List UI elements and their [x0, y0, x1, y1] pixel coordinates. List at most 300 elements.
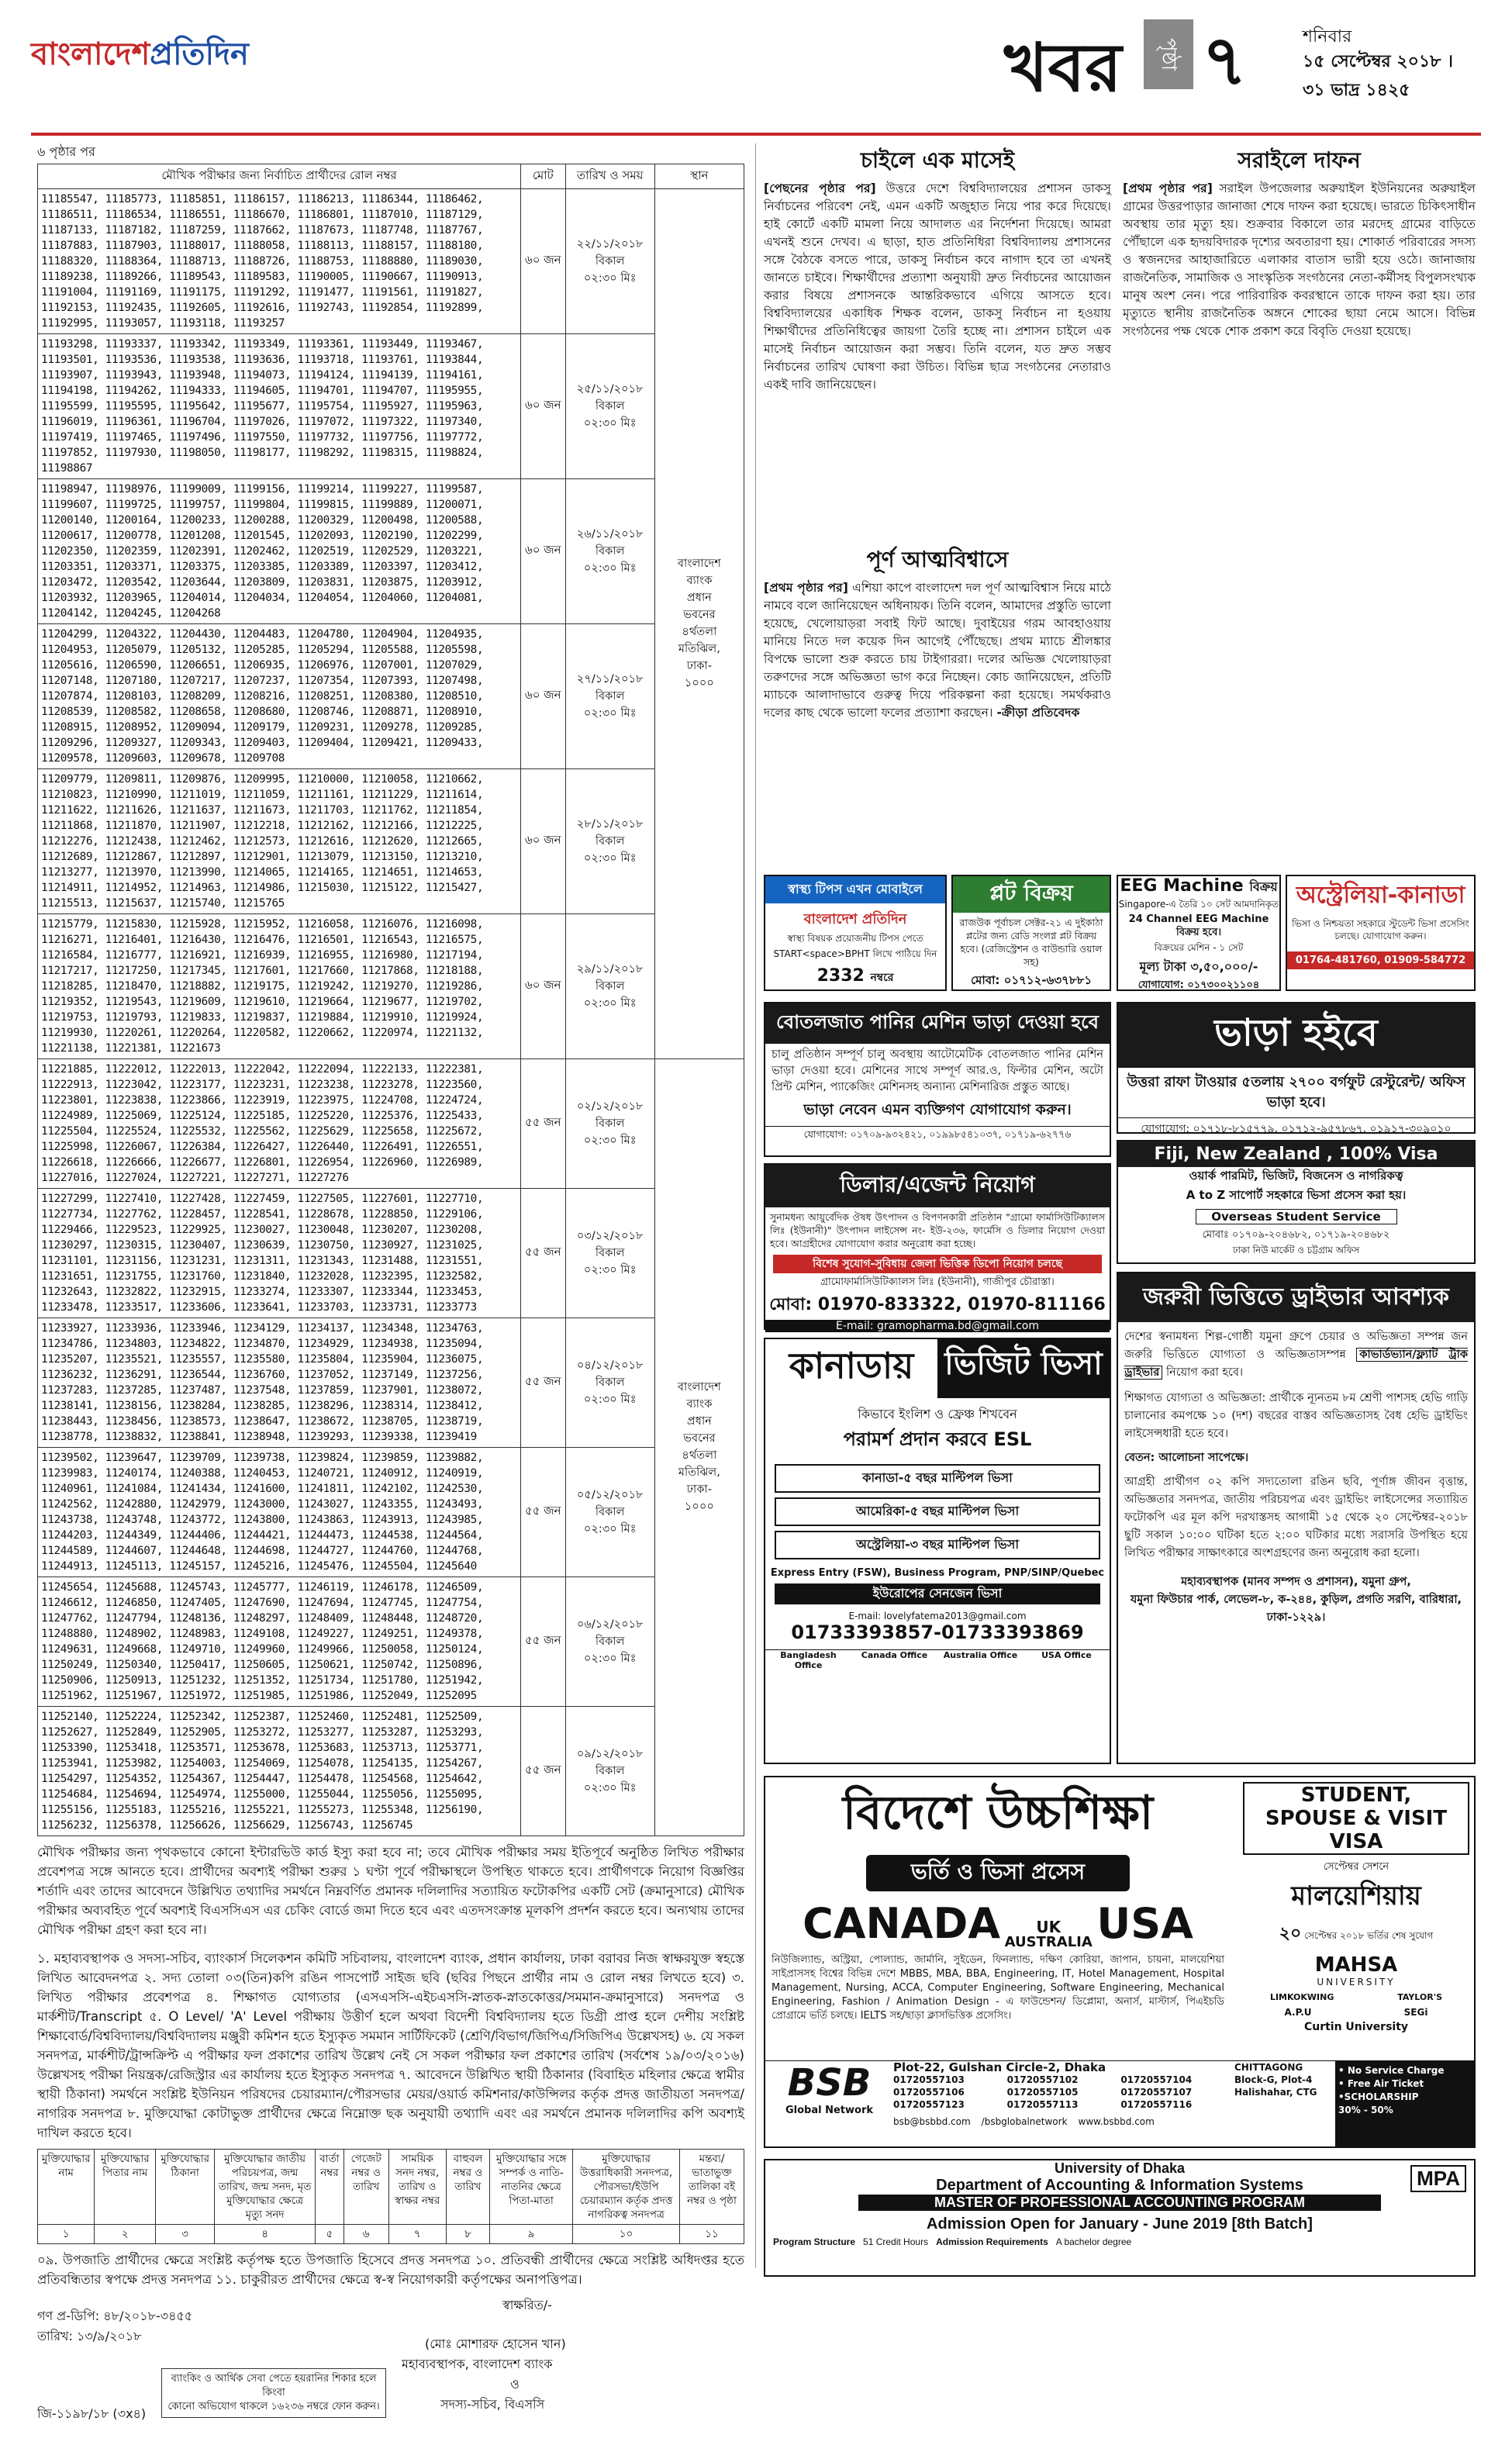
venue-line: ৪র্থতলা: [682, 625, 717, 639]
interview-date: ০৪/১২/২০১৮: [576, 1358, 644, 1372]
venue-line: বাংলাদেশ: [677, 1380, 721, 1394]
ad-driver-body1: দেশের স্বনামধন্য শিল্প-গোষ্ঠী যমুনা গ্রুপে চেয়ার ও অভিজ্ঞতা সম্পন্ন জন জরুরি ভিত্তিতে যোগ্যতা ও অভিজ্ঞতাসম্পন্ন: [1124, 1331, 1468, 1361]
ad-aus-body: ভিসা ও নিশ্চয়তা সহকারে স্টুডেন্ট ভিসা প্রসেসিং চলছে। যোগাযোগ করুন।: [1292, 918, 1469, 941]
ff-number-row: [38, 2224, 744, 2243]
masthead: [31, 0, 1481, 136]
ad-driver: [1117, 1272, 1476, 1764]
ad-eeg-phone: যোগাযোগ: ০১৭৩০০২১১০৪: [1137, 979, 1260, 991]
signature-block: [37, 2297, 744, 2452]
ad-health-code-suffix: নম্বরে: [870, 972, 894, 984]
ad-bsb-ph1: 01720557103: [893, 2074, 965, 2085]
interview-datetime: [565, 1059, 654, 1188]
page-number: ৭: [1202, 19, 1248, 102]
ad-canada-line1: কিভাবে ইংলিশ ও ফ্রেঞ্চ শিখবেন: [858, 1407, 1017, 1421]
ff-column-number: ১১: [679, 2224, 744, 2243]
venue-line: ভবনের: [683, 1431, 716, 1445]
ff-column-header: মুক্তিযোদ্ধার ঠিকানা: [156, 2149, 215, 2224]
roll-group-row: [38, 623, 744, 768]
column-divider: [755, 143, 756, 2268]
ad-water-phone: যোগাযোগ: ০১৭০৯-৯৩২৪২১, ০১৯৯৮৫৪১০৩৭, ০১৭১৯-৬২৭৭৬: [765, 1126, 1110, 1144]
news3-byline: -ক্রীড়া প্রতিবেদক: [996, 706, 1080, 720]
interview-time1: বিকাল: [595, 1634, 625, 1648]
venue-line: ব্যাংক: [686, 1397, 713, 1411]
interview-time1: বিকাল: [595, 544, 625, 558]
ad-bsb-deadline: সেপ্টেম্বর ২০১৮ ভর্তির শেষ সুযোগ: [1304, 1930, 1434, 1941]
ff-column-number: ৪: [215, 2224, 316, 2243]
candidate-count: ৬০ জন: [521, 333, 566, 478]
signer-title1: মহাব্যবস্থাপক, বাংলাদেশ ব্যাংক: [402, 2356, 553, 2371]
roll-numbers: 11227299, 11227410, 11227428, 11227459, 11227505, 11227601, 11227710, 11227734, 11227762, 11228457, 11228541, 11228678, 11228850, 11229106, 11229466, 11229523, 11229925, 11230027, 11230048, 11230207, 11230208, 11230297, 11230315, 11230407, 11230639, 11230750, 11230927, 11231025, 11231101, 11231156, 11231231, 11231311, 11231343, 11231488, 11231551, 11231651, 11231755, 11231760, 11231840, 11232028, 11232395, 11232582, 11232643, 11232822, 11232915, 11233274, 11233307, 11233344, 11233453, 11233478, 11233517, 11233606, 11233641, 11233703, 11233731, 11233773: [38, 1188, 521, 1318]
ad-fiji-phone: মোবাঃ ০১৭০৯-২০৪৬৮২, ০১৭১৯-২০৪৬৮২: [1202, 1229, 1390, 1241]
ff-column-header: মুক্তিযোদ্ধার জাতীয় পরিচয়পত্র, জন্ম তারিখ, জন্ম সনদ, মৃত মুক্তিযোদ্ধার ক্ষেত্রে মৃত্যু সনদ: [215, 2149, 316, 2224]
interview-time2: ০২:৩০ মিঃ: [583, 1521, 637, 1535]
ad-du-ps1: 51 Credit Hours: [863, 2236, 929, 2247]
roll-numbers: 11204299, 11204322, 11204430, 11204483, 11204780, 11204904, 11204935, 11204953, 11205079, 11205132, 11205285, 11205294, 11205588, 11205598, 11205616, 11206590, 11206651, 11206935, 11206976, 11207001, 11207029, 11207148, 11207180, 11207217, 11207237, 11207354, 11207393, 11207498, 11207874, 11208103, 11208209, 11208216, 11208251, 11208380, 11208510, 11208539, 11208582, 11208658, 11208680, 11208746, 11208871, 11208910, 11208915, 11208952, 11209094, 11209179, 11209231, 11209278, 11209285, 11209296, 11209327, 11209343, 11209403, 11209404, 11209421, 11209433, 11209578, 11209603, 11209678, 11209708: [38, 623, 521, 768]
ad-canada-europe: ইউরোপের সেনজেন ভিসা: [775, 1583, 1100, 1604]
news2-text: সরাইল উপজেলার অরুয়াইল ইউনিয়নের অরুয়াইল গ্রামের উত্তরপাড়ার জানাজা শেষে দাফন করা হয়েছে। ভারতে চিকিৎসাধীন অবস্থায় তার মৃত্যু হয়। শুক্রবার বিকালে তার মরদেহ গ্রামের বাড়িতে পৌঁছালে এক হৃদয়বিদারক দৃশ্যের অবতারণা হয়। শোকার্ত পরিবারের সদস্য ও স্বজনদের আহাজারিতে এলাকার বাতাস ভারী হয়ে ওঠে। জানাজায় রাজনৈতিক, সামাজিক ও সাংস্কৃতিক সংগঠনের নেতা-কর্মীসহ বিপুলসংখ্যক মানুষ অংশ নেন। পরে পারিবারিক কবরস্থানে তাকে দাফন করা হয়। তার মৃত্যুতে স্থানীয় রাজনৈতিক অঙ্গনে শোকের ছায়া নেমে আসে। বিভিন্ন সংগঠনের পক্ষ থেকে শোক প্রকাশ করে বিবৃতি দেওয়া হয়েছে।: [1123, 181, 1476, 338]
ad-fiji-line2: A to Z সাপোর্ট সহকারে ভিসা প্রসেস করা হয়।: [1186, 1188, 1407, 1202]
ad-dealer-company: গ্রামোফার্মাসিউটিক্যালস লিঃ (ইউনানী), গাজীপুর চৌরাস্তা।: [820, 1276, 1055, 1288]
ad-bsb-mahsa1: MAHSA: [1314, 1953, 1398, 1977]
roll-group-row: [38, 1577, 744, 1706]
ad-du-prog: MASTER OF PROFESSIONAL ACCOUNTING PROGRAM: [858, 2195, 1381, 2211]
signer-and: ও: [510, 2376, 520, 2392]
interview-datetime: [565, 1318, 654, 1447]
ad-bsb-sch: •SCHOLARSHIP: [1338, 2091, 1419, 2102]
roll-group-row: [38, 768, 744, 913]
ad-driver-dept: মহাব্যবস্থাপক (মানব সম্পদ ও প্রশাসন), যমুনা গ্রুপ,: [1181, 1576, 1411, 1588]
interview-datetime: [565, 623, 654, 768]
ad-canada-box2: আমেরিকা-৫ বছর মাল্টিপল ভিসা: [775, 1497, 1100, 1526]
ad-driver-address: যমুনা ফিউচার পার্ক, লেভেল-৮, ক-২৪৪, কুড়িল, প্রগতি সরণি, বারিধারা, ঢাকা-১২২৯।: [1130, 1594, 1462, 1624]
ad-rent: [1117, 1002, 1476, 1134]
interview-date: ২৭/১১/২০১৮: [576, 672, 644, 686]
ad-bsb-logo: BSB: [787, 2061, 872, 2105]
issue-day: শনিবার: [1303, 27, 1352, 47]
roll-group-row: [38, 478, 744, 623]
ad-canada-office1: Bangladesh Office: [780, 1650, 837, 1670]
venue-line: বাংলাদেশ: [677, 557, 721, 571]
ff-column-number: ৬: [343, 2224, 388, 2243]
candidate-count: ৬০ জন: [521, 913, 566, 1059]
ad-health-title: স্বাস্থ্য টিপস এখন মোবাইলে: [765, 876, 945, 903]
ad-rent-phone: যোগাযোগ: ০১৭১৮-৮১৫৭৭৯, ০১৭১২-৯৫৭৮৬৭, ০১৯১৭-৩০৯০১০: [1118, 1117, 1474, 1138]
ad-bsb-c3: AUSTRALIA: [1004, 1933, 1093, 1950]
ad-du-admission: Admission Open for January - June 2019 [8th Batch]: [927, 2215, 1313, 2233]
ad-eeg-line2: 24 Channel EEG Machine বিক্রয় হবে।: [1128, 913, 1269, 938]
interview-time1: বিকাল: [595, 1504, 625, 1518]
page-label-box: [1144, 19, 1193, 89]
ad-bsb-ph9: 01720557116: [1120, 2099, 1193, 2110]
ad-health-tips: [764, 875, 947, 991]
candidate-count: ৫৫ জন: [521, 1059, 566, 1188]
ff-column-number: ১: [38, 2224, 95, 2243]
ad-eeg-line3: বিক্রয়ের মেশিন - ১ সেট: [1154, 942, 1244, 953]
ad-bsb-uni2: TAYLOR'S: [1397, 1992, 1443, 2002]
ad-fiji-title: Fiji, New Zealand , 100% Visa: [1118, 1141, 1474, 1167]
news-article-1: [764, 143, 1111, 535]
brand-part1: বাংলাদেশ: [31, 36, 150, 72]
ad-rent-title: ভাড়া হইবে: [1118, 1003, 1474, 1068]
signer-title2: সদস্য-সচিব, বিএসসি: [440, 2396, 545, 2412]
ad-aus-title: অস্ট্রেলিয়া-কানাডা: [1296, 882, 1465, 909]
ad-eeg-machine: [1117, 875, 1281, 991]
ad-bsb-ph8: 01720557113: [1006, 2099, 1079, 2110]
news2-title: সরাইলে দাফন: [1238, 147, 1361, 173]
ff-column-number: ২: [95, 2224, 156, 2243]
ad-driver-req: শিক্ষাগত যোগ্যতা ও অভিজ্ঞতা: প্রার্থীকে ন্যূনতম ৮ম শ্রেণী পাশসহ হেভি গাড়ি চালানোর কমপক্ষে ১০ (দশ) বছরের বাস্তব অভিজ্ঞতাসহ বৈধ হেভি ড্রাইভিং লাইসেন্সধারী হতে হবে।: [1124, 1392, 1468, 1440]
interview-datetime: [565, 188, 654, 333]
news2-body: [1123, 180, 1476, 340]
interview-date: ০৫/১২/২০১৮: [576, 1487, 644, 1501]
page-label: পৃষ্ঠা: [1157, 37, 1180, 71]
interview-datetime: [565, 1447, 654, 1577]
ad-bsb-mahsa2: UNIVERSITY: [1317, 1977, 1396, 1988]
interview-date: ০৬/১২/২০১৮: [576, 1617, 644, 1631]
candidate-count: ৫৫ জন: [521, 1577, 566, 1706]
interview-time2: ০২:৩০ মিঃ: [583, 851, 637, 865]
ad-health-line: স্বাস্থ্য বিষয়ক প্রয়োজনীয় টিপস পেতে: [787, 933, 923, 944]
instruction-para: মৌখিক পরীক্ষার জন্য পৃথকভাবে কোনো ইন্টারভিউ কার্ড ইস্যু করা হবে না; তবে মৌখিক পরীক্ষার সময় ইতিপূর্বে অনুষ্ঠিত লিখিত পরীক্ষার প্রবেশপত্র সঙ্গে আনতে হবে। প্রার্থীদের অবশ্যই পরীক্ষা শুরুর ১ ঘণ্টা পূর্বে পরীক্ষাস্থলে উপস্থিত থাকতে হবে। প্রার্থীগণকে নিয়োগ বিজ্ঞপ্তির শর্তাদি এবং তাদের আবেদনে উল্লিখিত তথ্যাদির সমর্থনে নিম্নবর্ণিত প্রমানক দলিলাদির সত্যায়িত ফটোকপির একটি সেট (ক্রমানুসারে) মৌখিক পরীক্ষার অব্যবহিত পূর্বে অবশ্যই বিএসসিএস এর চেকিং বোর্ডে জমা দিতে হবে এবং এতদসংক্রান্ত মূলকপি প্রদর্শন করতে হবে। অন্যথায় তাদের মৌখিক পরীক্ষা গ্রহণ করা হবে না।: [37, 1844, 744, 1937]
ref-number: গণ প্র-ডিপি: ৪৮/২০১৮-৩৪৫৫: [37, 2308, 193, 2323]
ad-bsb-ctg: CHITTAGONG: [1234, 2062, 1303, 2073]
ad-bsb-ph7: 01720557123: [893, 2099, 965, 2110]
news1-body: [764, 180, 1111, 394]
roll-group-row: [38, 1188, 744, 1318]
interview-time1: বিকাল: [595, 1375, 625, 1389]
header-datetime: তারিখ ও সময়: [565, 164, 654, 188]
ref-date: তারিখ: ১৩/৯/২০১৮: [37, 2328, 142, 2343]
candidate-count: ৬০ জন: [521, 768, 566, 913]
header-venue: স্থান: [654, 164, 744, 188]
interview-time1: বিকাল: [595, 1116, 625, 1130]
ad-bsb-ph2: 01720557102: [1006, 2074, 1079, 2085]
interview-time2: ০২:৩০ মিঃ: [583, 271, 637, 285]
brand-part2: প্রতিদিন: [150, 36, 249, 72]
venue-line: ১০০০: [684, 1500, 714, 1514]
ad-canada-visa: [764, 1338, 1111, 1764]
ad-bsb-c2: UK: [1036, 1917, 1062, 1936]
ad-bsb-uni3: A.P.U: [1284, 2007, 1312, 2018]
interview-datetime: [565, 1577, 654, 1706]
interview-date: ২৫/১১/২০১৮: [576, 382, 644, 395]
candidate-count: ৫৫ জন: [521, 1706, 566, 1836]
ad-canada-office4: USA Office: [1041, 1650, 1092, 1660]
roll-numbers: 11252140, 11252224, 11252342, 11252387, 11252460, 11252481, 11252509, 11252627, 11252849, 11252905, 11253272, 11253277, 11253287, 11253293, 11253390, 11253418, 11253571, 11253678, 11253683, 11253713, 11253771, 11253941, 11253982, 11254003, 11254069, 11254078, 11254135, 11254267, 11254297, 11254352, 11254367, 11254447, 11254478, 11254568, 11254642, 11254684, 11254694, 11254974, 11255000, 11255044, 11255056, 11255095, 11255156, 11255183, 11255216, 11255221, 11255273, 11255348, 11256190, 11256232, 11256378, 11256626, 11256629, 11256743, 11256745: [38, 1706, 521, 1836]
interview-datetime: [565, 333, 654, 478]
interview-time1: বিকাল: [595, 979, 625, 993]
ff-header-row: [38, 2149, 744, 2224]
complaint-line1: ব্যাংকিং ও আর্থিক সেবা পেতে হয়রানির শিকার হলে কিংবা: [171, 2372, 377, 2398]
ad-bsb-deadline-day: ২০: [1279, 1924, 1302, 1943]
interview-time1: বিকাল: [595, 399, 625, 413]
news3-lead: [প্রথম পৃষ্ঠার পর]: [764, 581, 848, 595]
ad-bsb-sch2: 30% - 50%: [1338, 2105, 1393, 2115]
roll-group-row: [38, 1706, 744, 1836]
interview-datetime: [565, 1188, 654, 1318]
header-total: মোট: [521, 164, 566, 188]
ad-plot-title: প্লট বিক্রয়: [953, 876, 1110, 913]
ad-du-ar1: A bachelor degree: [1055, 2236, 1132, 2247]
ad-driver-salary: বেতন: আলোচনা সাপেক্ষে।: [1124, 1452, 1249, 1464]
complaint-box: [161, 2368, 386, 2418]
ad-du-univ: University of Dhaka: [1054, 2160, 1186, 2176]
roll-numbers: 11209779, 11209811, 11209876, 11209995, 11210000, 11210058, 11210662, 11210823, 11210990, 11211019, 11211059, 11211161, 11211229, 11211614, 11211622, 11211626, 11211637, 11211673, 11211703, 11211762, 11211854, 11211868, 11211870, 11211907, 11212218, 11212162, 11212166, 11212225, 11212276, 11212438, 11212462, 11212573, 11212616, 11212620, 11212665, 11212689, 11212867, 11212897, 11212901, 11213079, 11213150, 11213210, 11213277, 11213970, 11213990, 11214065, 11214165, 11214651, 11214653, 11214911, 11214952, 11214963, 11214986, 11215030, 11215122, 11215427, 11215513, 11215637, 11215740, 11215765: [38, 768, 521, 913]
venue-line: ঢাকা-: [686, 1483, 712, 1497]
interview-time2: ০২:৩০ মিঃ: [583, 996, 637, 1010]
signer-name: (মোঃ মোশারফ হোসেন খান): [425, 2336, 566, 2351]
ad-canada-title2: ভিজিট ভিসা: [937, 1339, 1110, 1398]
ad-plot-sale: [951, 875, 1111, 991]
interview-time2: ০২:৩০ মিঃ: [583, 1392, 637, 1406]
ad-bsb-session: সেপ্টেম্বর সেশনে: [1323, 1861, 1389, 1873]
ff-column-header: মুক্তিযোদ্ধার সঙ্গে সম্পর্ক ও নাতি-নাতনির ক্ষেত্রে পিতা-মাতা: [490, 2149, 573, 2224]
candidate-count: ৬০ জন: [521, 623, 566, 768]
interview-time2: ০২:৩০ মিঃ: [583, 1651, 637, 1665]
ad-bsb-ph5: 01720557105: [1006, 2087, 1079, 2098]
interview-time1: বিকাল: [595, 1245, 625, 1259]
interview-date: ০৩/১২/২০১৮: [576, 1228, 644, 1242]
ad-bsb-fb: /bsbglobalnetwork: [981, 2116, 1068, 2127]
roll-numbers: 11221885, 11222012, 11222013, 11222042, 11222094, 11222133, 11222381, 11222913, 11223042, 11223177, 11223231, 11223238, 11223278, 11223560, 11223801, 11223838, 11223866, 11223919, 11223975, 11224708, 11224724, 11224989, 11225069, 11225124, 11225185, 11225220, 11225376, 11225433, 11225504, 11225524, 11225532, 11225562, 11225629, 11225658, 11225672, 11225998, 11226067, 11226384, 11226427, 11226440, 11226491, 11226551, 11226618, 11226666, 11226677, 11226801, 11226954, 11226960, 11226989, 11227016, 11227024, 11227221, 11227271, 11227276: [38, 1059, 521, 1188]
ad-du-ar-head: Admission Requirements: [936, 2236, 1048, 2247]
header-roll: মৌখিক পরীক্ষার জন্য নির্বাচিত প্রার্থীদের রোল নম্বর: [38, 164, 521, 188]
ad-bsb-ph3: 01720557104: [1120, 2074, 1193, 2085]
ad-bsb-ph6: 01720557107: [1120, 2087, 1193, 2098]
candidate-count: ৫৫ জন: [521, 1318, 566, 1447]
ad-canada-office3: Australia Office: [943, 1650, 1018, 1660]
ff-column-header: মুক্তিযোদ্ধার নাম: [38, 2149, 95, 2224]
ad-driver-title: জরুরী ভিত্তিতে ড্রাইভার আবশ্যক: [1118, 1273, 1474, 1322]
interview-datetime: [565, 478, 654, 623]
ad-bsb-ph4: 01720557106: [893, 2087, 965, 2098]
ad-bsb-higher-study: [764, 1776, 1476, 2148]
ad-health-sms: START<space>BPHT লিখে পাঠিয়ে দিন: [773, 948, 937, 959]
ad-canada-line2: পরামর্শ প্রদান করবে ESL: [843, 1428, 1032, 1450]
ff-column-header: গেজেট নম্বর ও তারিখ: [343, 2149, 388, 2224]
venue-line: ১০০০: [684, 676, 714, 690]
ad-health-brand: বাংলাদেশ প্রতিদিন: [803, 911, 907, 927]
venue-cell: [654, 1059, 744, 1836]
ad-health-code: 2332: [816, 966, 865, 986]
venue-line: ঢাকা-: [686, 659, 712, 673]
ref-code: জি-১১৯৮/১৮ (৩x৪): [37, 2405, 147, 2421]
venue-line: প্রধান: [686, 1414, 712, 1428]
ad-australia-canada: [1286, 875, 1476, 991]
news1-title: চাইলে এক মাসেই: [860, 147, 1015, 173]
document-list-cont: ০৯. উপজাতি প্রার্থীদের ক্ষেত্রে সংশ্লিষ্ট কর্তৃপক্ষ হতে উপজাতি হিসেবে প্রদত্ত সনদপত্র ১০. প্রতিবন্ধী প্রার্থীদের ক্ষেত্রে সংশ্লিষ্ট অধিদপ্তর হতে প্রতিবন্ধিতার স্বপক্ষে প্রদত্ত সনদপত্র ১১. চাকুরীরত প্রার্থীদের ক্ষেত্রে স্ব-স্ব নিয়োগকারী কর্তৃপক্ষের অনাপত্তিপত্র।: [37, 2252, 744, 2287]
ad-rent-body: উত্তরা রাফা টাওয়ার ৫তলায় ২৭০০ বর্গফুট রেস্টুরেন্ট/ অফিস ভাড়া হবে।: [1127, 1074, 1465, 1110]
ad-bsb-right2: SPOUSE & VISIT: [1265, 1807, 1448, 1830]
roll-numbers: 11239502, 11239647, 11239709, 11239738, 11239824, 11239859, 11239882, 11239983, 11240174, 11240388, 11240453, 11240721, 11240912, 11240919, 11240961, 11241084, 11241434, 11241600, 11241811, 11242102, 11242530, 11242562, 11242880, 11242979, 11243000, 11243027, 11243355, 11243493, 11243738, 11243748, 11243772, 11243800, 11243863, 11243913, 11243985, 11244203, 11244349, 11244406, 11244421, 11244473, 11244538, 11244564, 11244589, 11244607, 11244648, 11244698, 11244727, 11244760, 11244768, 11244913, 11245113, 11245157, 11245216, 11245476, 11245504, 11245640: [38, 1447, 521, 1577]
interview-time1: বিকাল: [595, 834, 625, 848]
continued-label: ৬ পৃষ্ঠার পর: [37, 144, 95, 159]
ad-driver-body3: নিয়োগ করা হবে।: [1165, 1366, 1244, 1379]
ad-bsb-sub: ভর্তি ও ভিসা প্রসেস: [866, 1855, 1130, 1891]
ad-bsb-global: Global Network: [785, 2105, 874, 2116]
ad-bsb-title: বিদেশে উচ্চশিক্ষা: [842, 1786, 1154, 1840]
candidate-count: ৬০ জন: [521, 478, 566, 623]
venue-line: মতিঝিল,: [678, 1466, 720, 1480]
news2-lead: [প্রথম পৃষ্ঠার পর]: [1123, 181, 1213, 195]
ad-water-cta: ভাড়া নেবেন এমন ব্যক্তিগণ যোগাযোগ করুন।: [803, 1101, 1072, 1118]
roll-numbers: 11185547, 11185773, 11185851, 11186157, 11186213, 11186344, 11186462, 11186511, 11186534, 11186551, 11186670, 11186801, 11187010, 11187129, 11187133, 11187182, 11187259, 11187662, 11187673, 11187748, 11187767, 11187883, 11187903, 11188017, 11188058, 11188113, 11188157, 11188180, 11188320, 11188364, 11188713, 11188726, 11188753, 11188880, 11189030, 11189238, 11189266, 11189543, 11189583, 11190005, 11190667, 11190913, 11191004, 11191169, 11191175, 11191292, 11191477, 11191561, 11191827, 11192153, 11192435, 11192605, 11192616, 11192743, 11192854, 11192899, 11192995, 11193057, 11193118, 11193257: [38, 188, 521, 333]
ff-column-number: ১০: [573, 2224, 680, 2243]
ad-bsb-right3: VISA: [1329, 1830, 1383, 1853]
ad-bsb-web: www.bsbbd.com: [1078, 2116, 1155, 2127]
roll-group-row: [38, 188, 744, 333]
interview-time2: ০২:৩০ মিঃ: [583, 1780, 637, 1794]
ad-eeg-price: মূল্য টাকা ৩,৫০,০০০/-: [1139, 959, 1258, 974]
ad-du-ps-head: Program Structure: [773, 2236, 856, 2247]
roll-numbers: 11198947, 11198976, 11199009, 11199156, 11199214, 11199227, 11199587, 11199607, 11199725, 11199757, 11199804, 11199815, 11199889, 11200071, 11200140, 11200164, 11200233, 11200288, 11200329, 11200498, 11200588, 11200617, 11200778, 11201208, 11201545, 11202093, 11202190, 11202299, 11202350, 11202359, 11202391, 11202462, 11202519, 11202529, 11203221, 11203351, 11203371, 11203375, 11203385, 11203389, 11203397, 11203412, 11203472, 11203542, 11203644, 11203809, 11203831, 11203875, 11203912, 11203932, 11203965, 11204014, 11204034, 11204054, 11204060, 11204081, 11204142, 11204245, 11204268: [38, 478, 521, 623]
ad-canada-box1: কানাডা-৫ বছর মাল্টিপল ভিসা: [775, 1464, 1100, 1493]
ff-column-header: মন্তব্য/ ভাতাভুক্ত তালিকা বই নম্বর ও পৃষ্ঠা: [679, 2149, 744, 2224]
venue-line: প্রধান: [686, 591, 712, 605]
news-article-3: [764, 543, 1111, 865]
ad-canada-box3: অস্ট্রেলিয়া-৩ বছর মাল্টিপল ভিসা: [775, 1531, 1100, 1559]
ad-water-machine: [764, 1002, 1111, 1157]
ad-eeg-title-suffix: বিক্রয়: [1249, 879, 1278, 894]
interview-datetime: [565, 913, 654, 1059]
roll-group-row: [38, 1059, 744, 1188]
candidate-count: ৫৫ জন: [521, 1188, 566, 1318]
ad-aus-phone: 01764-481760, 01909-584772: [1287, 951, 1474, 969]
ad-canada-express: Express Entry (FSW), Business Program, PNP/SINP/Quebec: [770, 1567, 1105, 1579]
ad-bsb-email: bsb@bsbbd.com: [893, 2116, 971, 2127]
roll-numbers: 11215779, 11215830, 11215928, 11215952, 11216058, 11216076, 11216098, 11216271, 11216401, 11216430, 11216476, 11216501, 11216543, 11216575, 11216584, 11216777, 11216921, 11216939, 11216955, 11216980, 11217194, 11217217, 11217250, 11217345, 11217601, 11217660, 11217868, 11218188, 11218285, 11218470, 11218882, 11219175, 11219242, 11219270, 11219286, 11219352, 11219543, 11219609, 11219610, 11219664, 11219677, 11219702, 11219753, 11219793, 11219833, 11219837, 11219884, 11219910, 11219924, 11219930, 11220261, 11220264, 11220582, 11220662, 11220974, 11221132, 11221138, 11221381, 11221673: [38, 913, 521, 1059]
ad-dealer: [764, 1163, 1111, 1330]
ff-column-header: মুক্তিযোদ্ধার উত্তরাধিকারী সনদপত্র, পৌরসভা/ইউপি চেয়ারম্যান কর্তৃক প্রদত্ত নাগরিকত্ব সনদপত্র: [573, 2149, 680, 2224]
ad-dealer-highlight: বিশেষ সুযোগ-সুবিধায় জেলা ভিত্তিক ডিপো নিয়োগ চলছে: [773, 1255, 1102, 1273]
news3-text: এশিয়া কাপে বাংলাদেশ দল পূর্ণ আত্মবিশ্বাস নিয়ে মাঠে নামবে বলে জানিয়েছেন অধিনায়ক। তিনি বলেন, আমাদের প্রস্তুতি ভালো হয়েছে, খেলোয়াড়রা সবাই ফিট আছে। দুবাইয়ের গরম আবহাওয়ায় মানিয়ে নিতে দল কয়েক দিন আগেই পৌঁছেছে। প্রথম ম্যাচে শ্রীলঙ্কার বিপক্ষে ভালো শুরু করতে চায় টাইগাররা। দলের অভিজ্ঞ খেলোয়াড়রা তরুণদের সঙ্গে অভিজ্ঞতা ভাগ করে নিচ্ছেন। কোচ জানিয়েছেন, প্রতিটি ম্যাচকে আলাদাভাবে গুরুত্ব দিয়ে পরিকল্পনা করা হয়েছে। সমর্থকরাও দলের কাছ থেকে ভালো ফলের প্রত্যাশা করছেন।: [764, 581, 1111, 720]
ad-bsb-malay: মালয়েশিয়ায়: [1291, 1880, 1421, 1912]
interview-date: ২২/১১/২০১৮: [576, 237, 644, 250]
news3-title: পূর্ণ আত্মবিশ্বাসে: [866, 547, 1009, 572]
interview-time2: ০২:৩০ মিঃ: [583, 1262, 637, 1276]
roll-numbers: 11193298, 11193337, 11193342, 11193349, 11193361, 11193449, 11193467, 11193501, 11193536, 11193538, 11193636, 11193718, 11193761, 11193844, 11193907, 11193943, 11193948, 11194073, 11194124, 11194139, 11194161, 11194198, 11194262, 11194333, 11194605, 11194701, 11194707, 11195955, 11195599, 11195595, 11195642, 11195677, 11195754, 11195927, 11195963, 11196019, 11196361, 11196704, 11197026, 11197072, 11197322, 11197340, 11197419, 11197465, 11197496, 11197550, 11197732, 11197756, 11197772, 11197852, 11197930, 11198050, 11198177, 11198292, 11198315, 11198824, 11198867: [38, 333, 521, 478]
document-list: ১. মহাব্যবস্থাপক ও সদস্য-সচিব, ব্যাংকার্স সিলেকশন কমিটি সচিবালয়, বাংলাদেশ ব্যাংক, প্রধান কার্যালয়, ঢাকা বরাবর নিজ স্বাক্ষরযুক্ত স্বহস্তে লিখিত আবেদনপত্র ২. সদ্য তোলা ০৩(তিন)কপি রঙিন পাসপোর্ট সাইজ ছবি (ছবির পিছনে প্রার্থীর নাম ও রোল নম্বর লিখতে হবে) ৩. লিখিত পরীক্ষার প্রবেশপত্র ৪. শিক্ষাগত যোগ্যতার (এসএসসি-এইচএসসি-স্নাতক-স্নাতকোত্তর/সমমান-ক্রমানুসারে) সনদপত্র ও মার্কশীট/Transcript ৫. O Level/ 'A' Level পরীক্ষায় উত্তীর্ণ হলে অথবা বিদেশী বিশ্ববিদ্যালয় হতে ডিগ্রী প্রাপ্ত হলে দেশীয় সংশ্লিষ্ট শিক্ষাবোর্ড/বিশ্ববিদ্যালয়/বিশ্ববিদ্যালয় মঞ্জুরী কমিশন হতে ইস্যুকৃত সমমান সার্টিফিকেট (শ্রেণি/বিভাগ/জিপিএ/সিজিপিএ উল্লেখসহ) ৬. যে সকল সনদপত্র, মার্কশীট/ট্রান্সক্রিপ্ট এ পরীক্ষার ফল প্রকাশের তারিখ উল্লেখ নেই সে সকল পরীক্ষার ফল প্রকাশের তারিখ (সর্বশেষ ১৯/০৩/২০১৬) উল্লেখসহ পরীক্ষা নিয়ন্ত্রক/রেজিস্ট্রার এর কার্যালয় হতে ইস্যুকৃত সনদপত্র ৭. আবেদনে উল্লিখিত স্থায়ী ঠিকানার (বিবাহিত মহিলার ক্ষেত্রে স্বামীর স্থায়ী ঠিকানা) সমর্থনে সংশ্লিষ্ট ইউনিয়ন পরিষদের চেয়ারম্যান/পৌরসভার মেয়র/ওয়ার্ড কমিশনার/কাউন্সিলর কর্তৃক প্রদত্ত জাতীয়তা সনদপত্র/নাগরিক সনদপত্র ৮. মুক্তিযোদ্ধা কোটাভুক্ত প্রার্থীদের ক্ষেত্রে নিম্নোক্ত ছক অনুযায়ী তথ্যাদি এবং এর সমর্থনে প্রমানক দলিলাদির কপি অবশ্যই দাখিল করতে হবে।: [37, 1950, 744, 2140]
ad-bsb-fair: • Free Air Ticket: [1338, 2078, 1424, 2089]
interview-time1: বিকাল: [595, 1763, 625, 1777]
ad-canada-email: E-mail: lovelyfatema2013@gmail.com: [848, 1611, 1027, 1621]
roll-group-row: [38, 1447, 744, 1577]
interview-date: ২৬/১১/২০১৮: [576, 527, 644, 540]
ad-dealer-phone: মোবা: 01970-833322, 01970-811166: [769, 1295, 1106, 1314]
ad-du-mpa: [764, 2159, 1476, 2277]
ad-eeg-line1: Singapore-এ তৈরি ১০ সেট আমদানিকৃত: [1118, 899, 1279, 910]
freedom-fighter-table: [37, 2149, 744, 2244]
candidate-count: ৬০ জন: [521, 188, 566, 333]
news1-text: উত্তরে দেশে বিশ্ববিদ্যালয়ের প্রশাসন ডাকসু নির্বাচনের পরিবেশ নেই, এমন একটি অজুহাত নিয়ে পার করে দিয়েছে। হাই কোর্টে একটি মামলা নিয়ে আদালত এর নির্দেশনা দিয়েছে। আমরা এখনই শুনে দেখব। এ ছাড়া, হাত প্রতিনিধিরা বিশ্ববিদ্যালয় প্রশাসনের সঙ্গে বৈঠকে বসতে পারে, ডাকসু নির্বাচন কবে নাগাদ হবে তা এখনই জানতে চাইবে। শিক্ষার্থীদের প্রত্যাশা অনুযায়ী দ্রুত নির্বাচনের আয়োজন করার বিষয়ে প্রশাসনকে আন্তরিকভাবে এগিয়ে আসতে হবে। বিশ্ববিদ্যালয়ের একাধিক শিক্ষক বলেন, ডাকসু নির্বাচন না হওয়ায় শিক্ষার্থীদের প্রতিনিধিত্বের জায়গা তৈরি হচ্ছে না। প্রশাসন চাইলে এক মাসেই নির্বাচন আয়োজন করা সম্ভব। তিনি বলেন, যত দ্রুত সম্ভব নির্বাচনের তারিখ ঘোষণা করা উচিত। বিভিন্ন ছাত্র সংগঠনের নেতারাও একই দাবি জানিয়েছেন।: [764, 181, 1111, 392]
ff-column-header: বাহুবল নম্বর ও তারিখ: [446, 2149, 489, 2224]
interview-datetime: [565, 1706, 654, 1836]
ad-bsb-uni5: Curtin University: [1303, 2021, 1409, 2033]
ad-fiji-line1: ওয়ার্ক পারমিট, ভিজিট, বিজনেস ও নাগরিকত্ব: [1189, 1169, 1403, 1183]
news1-lead: [পেছনের পৃষ্ঠার পর]: [764, 181, 876, 195]
newspaper-logo: [31, 29, 249, 81]
ff-column-number: ৮: [446, 2224, 489, 2243]
ad-fiji-visa: [1117, 1140, 1476, 1264]
news-article-2: [1123, 143, 1476, 865]
ad-bsb-ctg1: Block-G, Plot-4: [1234, 2074, 1313, 2085]
interview-time2: ০২:৩০ মিঃ: [583, 416, 637, 430]
ad-driver-body2: কাভার্ডভ্যান/ফ্ল্যাট ট্রাক ড্রাইভার: [1124, 1349, 1468, 1379]
ad-bsb-uni1: LIMKOKWING: [1269, 1992, 1334, 2002]
ad-bsb-ctg2: Halishahar, CTG: [1234, 2087, 1317, 2098]
ad-bsb-countries: নিউজিল্যান্ড, অস্ট্রিয়া, পোল্যান্ড, জার্মানি, সুইডেন, ফিনল্যান্ড, দক্ষিণ কোরিয়া, জাপান, চায়না, মালয়েশিয়া সাইপ্রাসসহ বিশ্বের বিভিন্ন দেশে MBBS, MBA, BBA, Engineering, IT, Hotel Management, Hospital Management, Nursing, ACCA, Computer Engineering, Software Engineering, Mechanical Engineering, Fashion / Animation Design - এ ফাউন্ডেশন/ ডিপ্লোমা, অনার্স, মাস্টার্স, পিএইচডি প্রোগ্রামে ভর্তি চলছে। IELTS সহ/ছাড়া ক্লাসভিত্তিক প্রসেসিং।: [772, 1953, 1224, 2022]
ff-column-header: বার্তা নম্বর: [316, 2149, 344, 2224]
roll-group-row: [38, 333, 744, 478]
issue-date: ১৫ সেপ্টেম্বর ২০১৮ । ৩১ ভাদ্র ১৪২৫: [1303, 52, 1453, 100]
venue-line: ৪র্থতলা: [682, 1449, 717, 1463]
roll-group-row: [38, 1318, 744, 1447]
candidate-count: ৫৫ জন: [521, 1447, 566, 1577]
ff-column-number: ৯: [490, 2224, 573, 2243]
ad-plot-body: রাজউক পূর্বাচল সেক্টর-২১ এ দুইকাঠা প্লটের জন্য রেডি সংলগ্ন প্লট বিক্রয় হবে। (রেজিস্ট্রেশন ও বাউন্ডারি ওয়াল সহ): [959, 917, 1103, 968]
ad-dealer-email: E-mail: gramopharma.bd@gmail.com: [765, 1320, 1110, 1332]
ad-eeg-title: EEG Machine: [1120, 876, 1244, 896]
interview-time2: ০২:৩০ মিঃ: [583, 561, 637, 575]
complaint-line2: কোনো অভিযোগ থাকলে ১৬২৩৬ নম্বরে ফোন করুন।: [167, 2400, 380, 2412]
ad-du-dept: Department of Accounting & Information Systems: [936, 2177, 1303, 2194]
venue-cell: [654, 188, 744, 1059]
section-title: খবর: [1004, 29, 1122, 107]
ad-fiji-address: ঢাকা নিউ মার্কেট ও চট্টগ্রাম অফিস: [1232, 1245, 1360, 1255]
signed-label: স্বাক্ষরিত/-: [502, 2297, 552, 2312]
interview-datetime: [565, 768, 654, 913]
ad-bsb-c4: USA: [1096, 1899, 1193, 1948]
interview-time2: ০২:৩০ মিঃ: [583, 706, 637, 720]
interview-date: ২৮/১১/২০১৮: [576, 817, 644, 831]
ad-plot-phone: মোবা: ০১৭১২-৬৩৭৮৮১: [970, 973, 1093, 987]
ad-fiji-company: Overseas Student Service: [1196, 1209, 1397, 1224]
ff-column-header: মুক্তিযোদ্ধার পিতার নাম: [95, 2149, 156, 2224]
interview-date: ০২/১২/২০১৮: [576, 1099, 644, 1113]
ad-bsb-nsc: • No Service Charge: [1338, 2065, 1445, 2076]
venue-line: মতিঝিল,: [678, 642, 720, 656]
ad-bsb-uni4: SEGi: [1403, 2007, 1428, 2018]
ad-canada-phone: 01733393857-01733393869: [791, 1621, 1084, 1643]
ad-canada-office2: Canada Office: [861, 1650, 928, 1660]
ad-du-badge: MPA: [1410, 2165, 1466, 2192]
ad-bsb-right1: STUDENT,: [1300, 1784, 1412, 1807]
ff-column-number: ৫: [316, 2224, 344, 2243]
interview-date: ০৯/১২/২০১৮: [576, 1746, 644, 1760]
interview-time1: বিকাল: [595, 689, 625, 703]
roll-table: [37, 164, 744, 1836]
news3-body: [764, 579, 1111, 722]
venue-line: ব্যাংক: [686, 574, 713, 588]
ad-water-body: চালু প্রতিষ্ঠান সম্পূর্ণ চালু অবস্থায় আটোমেটিক বোতলজাত পানির মেশিন ভাড়া দেওয়া হবে। মেশিনের সাথে সম্পূর্ণ আর.ও, ফিল্টার মেশিন, অটো প্রিন্ট মেশিন, প্যাকেজিং মেশিনসহ অন্যান্য মেশিনারিজ প্রস্তুত আছে।: [772, 1048, 1103, 1093]
ad-bsb-plot: Plot-22, Gulshan Circle-2, Dhaka: [893, 2060, 1106, 2074]
ff-column-header: সাময়িক সনদ নম্বর, তারিখ ও স্বাক্ষর নম্বর: [388, 2149, 446, 2224]
roll-numbers: 11245654, 11245688, 11245743, 11245777, 11246119, 11246178, 11246509, 11246612, 11246850, 11247405, 11247690, 11247694, 11247745, 11247754, 11247762, 11247794, 11248136, 11248297, 11248409, 11248448, 11248720, 11248880, 11248902, 11248983, 11249108, 11249227, 11249251, 11249378, 11249631, 11249668, 11249710, 11249960, 11249966, 11250058, 11250124, 11250249, 11250340, 11250417, 11250605, 11250621, 11250742, 11250896, 11250906, 11250913, 11251232, 11251352, 11251734, 11251780, 11251942, 11251962, 11251967, 11251972, 11251985, 11251986, 11252049, 11252095: [38, 1577, 521, 1706]
ad-dealer-body: সুনামধন্য আয়ুর্বেদিক ঔষধ উৎপাদন ও বিপণনকারী প্রতিষ্ঠান "গ্রামো ফার্মাসিউটিক্যালস লিঃ (ইউনানী)" উৎপাদন লাইসেন্স নং- ইউ-২৩৬, ফার্মেসি ও ডিলার নিয়োগ দেওয়া হবে। আগ্রহীদের যোগাযোগ করার অনুরোধ করা হচ্ছে।: [770, 1211, 1105, 1249]
ff-column-number: ৭: [388, 2224, 446, 2243]
ad-driver-apply: আগ্রহী প্রার্থীগণ ০২ কপি সদ্যতোলা রঙিন ছবি, পূর্ণাঙ্গ জীবন বৃত্তান্ত, অভিজ্ঞতার সনদপত্র, জাতীয় পরিচয়পত্র এবং ড্রাইভিং লাইসেন্সের সত্যায়িত ফটোকপি এর মূল কপি দরখাস্তসহ আগামী ১৫ থেকে ২০ সেপ্টেম্বর-২০১৮ ছুটি সকাল ১০:০০ ঘটিকা হতে ২:০০ ঘটিকার মধ্যে সরাসরি উপস্থিত হয়ে লিখিত পরীক্ষার সাক্ষাৎকারে অংশগ্রহণের জন্য অনুরোধ করা হলো।: [1124, 1476, 1468, 1559]
ad-bsb-c1: CANADA: [803, 1899, 1001, 1948]
roll-group-row: [38, 913, 744, 1059]
interview-time2: ০২:৩০ মিঃ: [583, 1133, 637, 1147]
ad-canada-title1: কানাডায়: [789, 1345, 914, 1387]
bank-notice: [37, 143, 744, 2421]
venue-line: ভবনের: [683, 608, 716, 622]
interview-time1: বিকাল: [595, 254, 625, 268]
ad-driver-content: [1118, 1322, 1474, 1633]
interview-date: ২৯/১১/২০১৮: [576, 962, 644, 976]
ad-dealer-title: ডিলার/এজেন্ট নিয়োগ: [765, 1165, 1110, 1207]
